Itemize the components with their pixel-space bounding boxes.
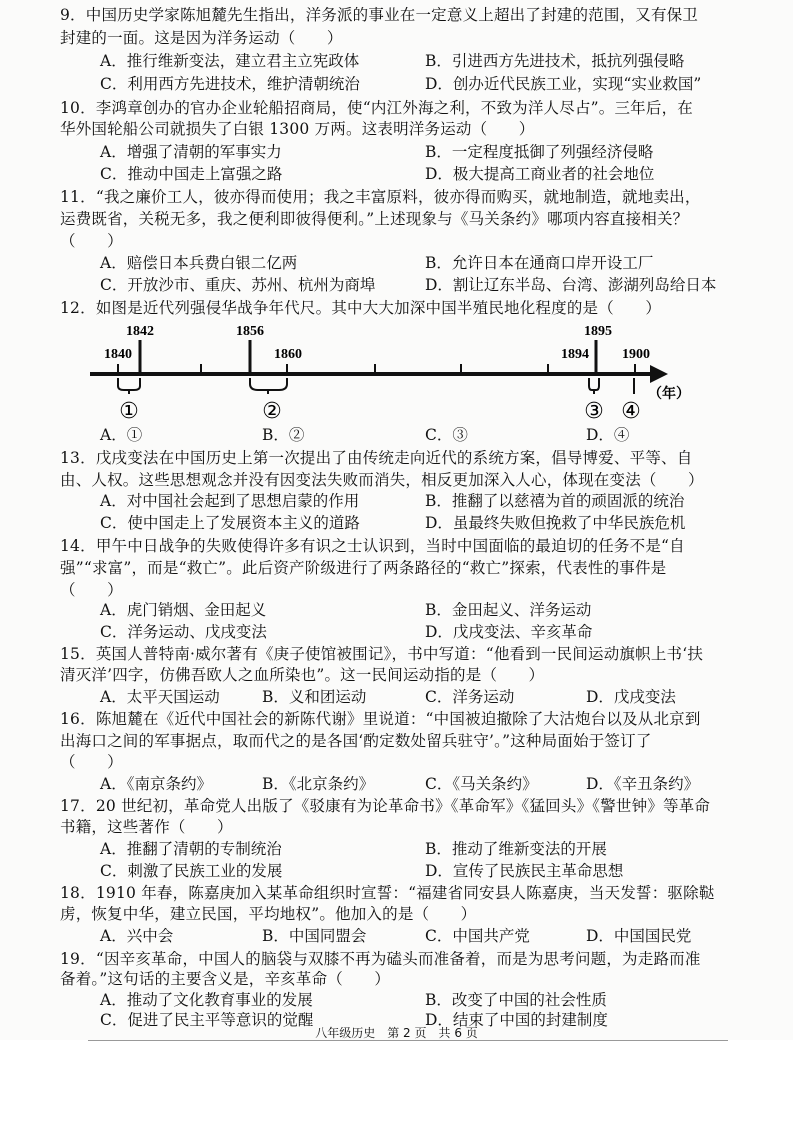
- q9-option-b: B．引进西方先进技术，抵抗列强侵略: [425, 52, 685, 70]
- question-18-line-1: 18．1910 年春，陈嘉庚加入某革命组织时宣誓：“福建省同安县人陈嘉庚，当天发誓：驱除鞑: [60, 884, 715, 902]
- q17-option-c: C．刺激了民族工业的发展: [100, 862, 283, 880]
- question-17-line-2: 书籍，这些著作（ ）: [60, 818, 233, 836]
- q19-option-b: B．改变了中国的社会性质: [425, 991, 607, 1009]
- question-12-line-1: 12．如图是近代列强侵华战争年代尺。其中大大加深中国半殖民地化程度的是（ ）: [60, 299, 662, 317]
- year-label-1840: 1840: [104, 347, 132, 362]
- q13-option-b: B．推翻了以慈禧为首的顽固派的统治: [425, 492, 685, 510]
- bracket-2: [250, 378, 287, 390]
- question-16-line-1: 16．陈旭麓在《近代中国社会的新陈代谢》里说道：“中国被迫撤除了大沽炮台以及从北京到: [60, 710, 701, 728]
- bracket-1: [118, 378, 140, 390]
- q17-option-a: A．推翻了清朝的专制统治: [100, 840, 282, 858]
- q13-option-c: C．使中国走上了发展资本主义的道路: [100, 514, 360, 532]
- q18-option-a: A．兴中会: [100, 927, 174, 945]
- question-13-line-2: 由、人权。这些思想观念并没有因变法失败而消失，相反更加深入人心，体现在变法（ ）: [60, 471, 704, 489]
- question-15-line-2: 清灭洋’四字，仿佛吾欧人之血所染也”。这一民间运动指的是（ ）: [60, 666, 545, 684]
- question-14-line-2: 强”“求富”，而是“救亡”。此后资产阶级进行了两条路径的“救亡”探索，代表性的事件是: [60, 559, 667, 577]
- q11-option-c: C．开放沙市、重庆、苏州、杭州为商埠: [100, 276, 376, 294]
- question-19-line-2: 备着。”这句话的主要含义是，辛亥革命（ ）: [60, 970, 391, 988]
- q13-option-a: A．对中国社会起到了思想启蒙的作用: [100, 492, 360, 510]
- q15-option-a: A．太平天国运动: [100, 688, 220, 706]
- timeline-arrow: [650, 365, 668, 383]
- q15-option-c: C．洋务运动: [425, 688, 515, 706]
- question-11-line-3: （ ）: [60, 232, 123, 250]
- year-label-1856: 1856: [236, 324, 264, 339]
- q16-option-d: D．《辛丑条约》: [586, 775, 700, 793]
- q13-option-d: D．虽最终失败但挽救了中华民族危机: [425, 514, 686, 532]
- q11-option-d: D．割让辽东半岛、台湾、澎湖列岛给日本: [425, 276, 717, 294]
- page-footer: 八年级历史 第 2 页 共 6 页: [315, 1026, 478, 1040]
- q10-option-b: B．一定程度抵御了列强经济侵略: [425, 143, 654, 161]
- q17-option-d: D．宣传了民族民主革命思想: [425, 862, 624, 880]
- marker-1: ①: [119, 399, 139, 424]
- question-14-line-1: 14．甲午中日战争的失败使得许多有识之士认识到，当时中国面临的最迫切的任务不是“自: [60, 537, 685, 555]
- question-9-line-1: 9．中国历史学家陈旭麓先生指出，洋务派的事业在一定意义上超出了封建的范围，又有保卫: [60, 6, 699, 24]
- marker-2: ②: [262, 399, 282, 424]
- q11-option-b: B．允许日本在通商口岸开设工厂: [425, 254, 654, 272]
- q19-option-c: C．促进了民主平等意识的觉醒: [100, 1011, 314, 1029]
- marker-4: ④: [621, 399, 641, 424]
- bracket-3: [589, 378, 599, 390]
- q16-option-c: C．《马关条约》: [425, 775, 538, 793]
- question-9-line-2: 封建的一面。这是因为洋务运动（ ）: [60, 29, 343, 47]
- question-14-line-3: （ ）: [60, 581, 123, 599]
- q16-option-a: A．《南京条约》: [100, 775, 212, 793]
- q9-option-c: C．利用西方先进技术，维护清朝统治: [100, 75, 360, 93]
- q14-option-a: A．虎门销烟、金田起义: [100, 601, 267, 619]
- q12-option-a: A．①: [100, 426, 143, 444]
- marker-3: ③: [584, 399, 604, 424]
- q16-option-b: B．《北京条约》: [262, 775, 375, 793]
- q14-option-c: C．洋务运动、戊戌变法: [100, 623, 267, 641]
- question-19-line-1: 19．“因辛亥革命，中国人的脑袋与双膝不再为磕头而准备着，而是为思考问题，为走路而准: [60, 950, 701, 968]
- q12-option-c: C．③: [425, 426, 468, 444]
- timeline-unit-label: （年）: [648, 386, 690, 402]
- q19-option-d: D．结束了中国的封建制度: [425, 1011, 608, 1029]
- question-10-line-1: 10．李鸿章创办的官办企业轮船招商局，使“内江外海之利，不致为洋人尽占”。三年后，在: [60, 99, 693, 117]
- year-label-1895: 1895: [584, 324, 612, 339]
- q19-option-a: A．推动了文化教育事业的发展: [100, 991, 313, 1009]
- year-label-1860: 1860: [274, 347, 302, 362]
- q18-option-b: B．中国同盟会: [262, 927, 367, 945]
- q18-option-d: D．中国国民党: [586, 927, 692, 945]
- year-label-1842: 1842: [126, 324, 154, 339]
- question-15-line-1: 15．英国人普特南·威尔著有《庚子使馆被围记》，书中写道：“他看到一民间运动旗帜上书‘扶: [60, 645, 704, 663]
- question-11-line-1: 11．“我之廉价工人，彼亦得而使用；我之丰富原料，彼亦得而购买，就地制造，就地卖出，: [60, 188, 701, 206]
- q11-option-a: A．赔偿日本兵费白银二亿两: [100, 254, 298, 272]
- question-18-line-2: 虏，恢复中华，建立民国，平均地权”。他加入的是（ ）: [60, 905, 477, 923]
- q17-option-b: B．推动了维新变法的开展: [425, 840, 607, 858]
- question-10-line-2: 华外国轮船公司就损失了白银 1300 万两。这表明洋务运动（ ）: [60, 120, 535, 138]
- q18-option-c: C．中国共产党: [425, 927, 530, 945]
- question-17-line-1: 17．20 世纪初，革命党人出版了《驳康有为论革命书》《革命军》《猛回头》《警世钟》等革命: [60, 797, 711, 815]
- q9-option-a: A．推行维新变法，建立君主立宪政体: [100, 52, 360, 70]
- q14-option-b: B．金田起义、洋务运动: [425, 601, 592, 619]
- q10-option-d: D．极大提高工商业者的社会地位: [425, 165, 655, 183]
- question-11-line-2: 运费既省，关税无多，我之便利即彼得便利。”上述现象与《马关条约》哪项内容直接相关？: [60, 210, 689, 228]
- q10-option-a: A．增强了清朝的军事实力: [100, 143, 282, 161]
- year-label-1900: 1900: [622, 347, 650, 362]
- q14-option-d: D．戊戌变法、辛亥革命: [425, 623, 593, 641]
- question-16-line-3: （ ）: [60, 753, 123, 771]
- q9-option-d: D．创办近代民族工业，实现“实业救国”: [425, 75, 702, 93]
- question-16-line-2: 出海口之间的军事据点，取而代之的是各国‘酌定数处留兵驻守’。”这种局面始于签订了: [60, 732, 652, 750]
- q10-option-c: C．推动中国走上富强之路: [100, 165, 283, 183]
- footer-rule: [88, 1040, 728, 1041]
- q15-option-b: B．义和团运动: [262, 688, 367, 706]
- q12-option-b: B．②: [262, 426, 305, 444]
- question-13-line-1: 13．戊戌变法在中国历史上第一次提出了由传统走向近代的系统方案，倡导博爱、平等、自: [60, 449, 693, 467]
- q15-option-d: D．戊戌变法: [586, 688, 676, 706]
- year-label-1894: 1894: [561, 347, 589, 362]
- q12-option-d: D．④: [586, 426, 630, 444]
